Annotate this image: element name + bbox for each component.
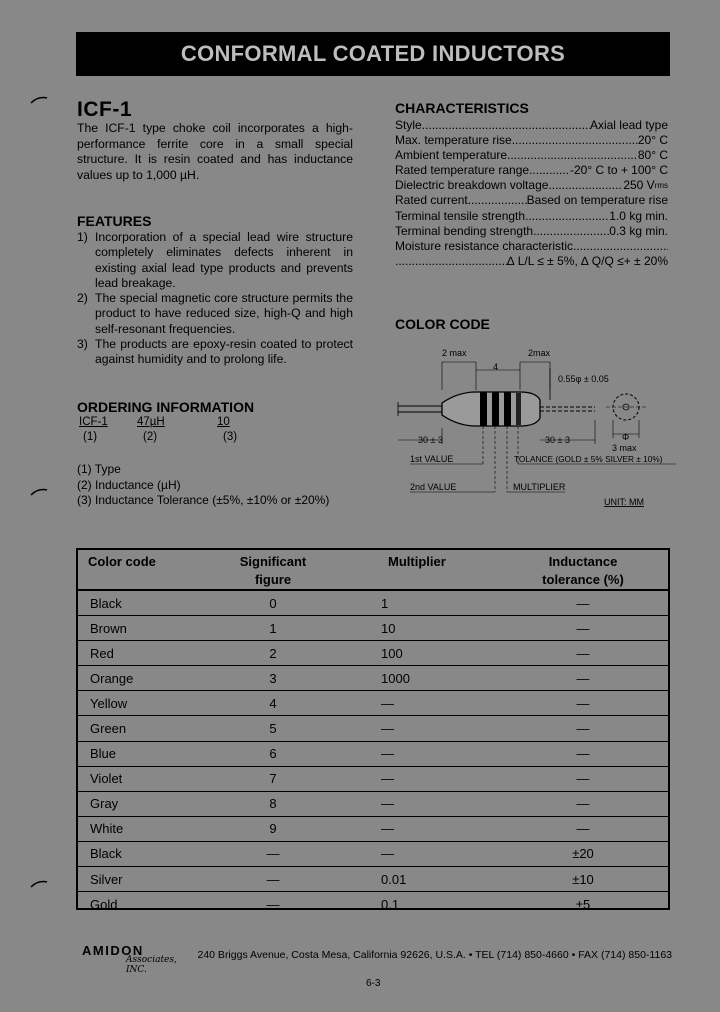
ordering-legend-item: (3) Inductance Tolerance (±5%, ±10% or ±20%) xyxy=(77,493,330,507)
characteristic-row xyxy=(395,118,668,133)
characteristic-label: Moisture resistance characteristic xyxy=(395,238,574,253)
cell-tolerance: — xyxy=(498,741,668,766)
table-row xyxy=(78,766,668,791)
characteristic-label: Terminal tensile strength xyxy=(395,208,526,223)
cell-color-code: Green xyxy=(78,716,198,741)
dim-diameter: Φ xyxy=(622,432,630,442)
ordering-legend-item: (2) Inductance (µH) xyxy=(77,477,181,492)
cell-significant-figure: 6 xyxy=(198,741,348,766)
characteristic-label: Ambient temperature xyxy=(395,148,508,163)
characteristic-value-subscript: rms xyxy=(654,181,668,191)
page-number: 6-3 xyxy=(366,978,381,989)
cell-tolerance: — xyxy=(498,691,668,716)
color-code-table xyxy=(76,548,670,910)
cell-multiplier: — xyxy=(348,741,498,766)
cell-color-code: Brown xyxy=(78,616,198,641)
ordering-legend xyxy=(77,462,377,509)
table-row xyxy=(78,666,668,691)
dot-leader xyxy=(533,224,609,239)
characteristic-value: 0.3 kg min. xyxy=(609,223,668,238)
table-row xyxy=(78,841,668,866)
cell-significant-figure: 9 xyxy=(198,816,348,841)
dim-two-max-left: 2 max xyxy=(442,348,467,358)
dim-two-max-right: 2max xyxy=(528,348,551,358)
characteristic-label: Terminal bending strength xyxy=(395,223,534,238)
characteristic-row xyxy=(395,239,668,254)
margin-mark xyxy=(30,96,48,104)
footer xyxy=(82,941,672,975)
label-second-value: 2nd VALUE xyxy=(410,482,457,492)
table-row xyxy=(78,892,668,917)
color-band-3 xyxy=(504,392,511,426)
header-inductance-tolerance: Inductance tolerance (%) xyxy=(498,550,668,590)
model-name: ICF-1 xyxy=(77,98,132,121)
ordering-index-2: (2) xyxy=(143,431,158,443)
characteristic-label: Rated temperature range xyxy=(395,163,530,178)
characteristic-value: Based on temperature rise xyxy=(526,193,668,208)
label-multiplier: MULTIPLIER xyxy=(513,482,566,492)
dot-leader xyxy=(507,148,638,163)
cell-multiplier: — xyxy=(348,841,498,866)
dim-three-max: 3 max xyxy=(612,443,637,453)
cell-significant-figure: 0 xyxy=(269,595,277,611)
cell-color-code: Gray xyxy=(78,791,198,816)
cell-significant-figure: 3 xyxy=(198,666,348,691)
dot-leader xyxy=(525,209,609,224)
ordering-title: ORDERING INFORMATION xyxy=(77,399,255,415)
cell-significant-figure: — xyxy=(198,841,348,866)
cell-multiplier: 0.01 xyxy=(348,867,498,892)
cell-color-code: Orange xyxy=(78,666,198,691)
cell-significant-figure: 7 xyxy=(198,766,348,791)
feature-number: 3) xyxy=(77,337,88,352)
ordering-index-3: (3) xyxy=(223,431,238,443)
characteristics-list xyxy=(395,118,668,269)
cell-tolerance: — xyxy=(498,791,668,816)
cell-multiplier: — xyxy=(348,816,498,841)
cell-multiplier: 0.1 xyxy=(348,892,498,917)
table-row xyxy=(78,641,668,666)
feature-number: 2) xyxy=(77,291,88,306)
table-row xyxy=(78,716,668,741)
cell-color-code: White xyxy=(78,816,198,841)
characteristic-value: 20° C xyxy=(637,133,668,148)
cell-significant-figure: — xyxy=(198,892,348,917)
features-list xyxy=(77,230,353,368)
cell-significant-figure: 8 xyxy=(198,791,348,816)
cell-color-code: Silver xyxy=(78,867,198,892)
ordering-example-inductance: 47µH xyxy=(137,416,165,428)
feature-text: The special magnetic core structure permits the product to have reduced size, high-Q and high self-resonant frequencies. xyxy=(95,291,353,336)
cell-color-code: Blue xyxy=(78,741,198,766)
characteristic-label: Max. temperature rise xyxy=(395,133,512,148)
characteristics-title: CHARACTERISTICS xyxy=(395,100,529,116)
header-color-code: Color code xyxy=(78,550,198,590)
table-row xyxy=(78,867,668,892)
inductor-dimension-diagram xyxy=(380,340,680,515)
characteristic-row xyxy=(395,254,668,269)
characteristic-value: ∆ L/L ≤ ± 5%, ∆ Q/Q ≤+ ± 20% xyxy=(507,253,668,268)
characteristic-row xyxy=(395,178,668,193)
cell-tolerance: ±20 xyxy=(498,841,668,866)
table-row xyxy=(78,691,668,716)
ordering-legend-item: (1) Type xyxy=(77,462,121,476)
feature-item xyxy=(77,337,353,368)
header-significant-figure: Significant figure xyxy=(198,550,348,590)
inductor-body xyxy=(442,392,540,426)
cell-multiplier: 10 xyxy=(348,616,498,641)
color-code-title: COLOR CODE xyxy=(395,316,490,332)
table-row xyxy=(78,590,668,616)
dim-four: 4 xyxy=(493,362,499,372)
cell-tolerance: ±5 xyxy=(498,892,668,917)
characteristic-row xyxy=(395,148,668,163)
cell-color-code: Yellow xyxy=(78,691,198,716)
cell-color-code: Black xyxy=(78,841,198,866)
characteristic-row xyxy=(395,209,668,224)
feature-number: 1) xyxy=(77,230,88,244)
cell-multiplier: 1000 xyxy=(348,666,498,691)
feature-item xyxy=(77,291,353,337)
cell-tolerance: ±10 xyxy=(498,867,668,892)
cell-color-code: Red xyxy=(78,641,198,666)
table-row xyxy=(78,791,668,816)
cell-tolerance: — xyxy=(498,641,668,666)
cell-multiplier: — xyxy=(348,791,498,816)
cell-tolerance: — xyxy=(498,716,668,741)
cell-multiplier: 100 xyxy=(348,641,498,666)
cell-color-code: Violet xyxy=(78,766,198,791)
header-multiplier: Multiplier xyxy=(348,550,498,590)
dim-right-lead: 30 ± 3 xyxy=(545,435,570,445)
characteristic-label: Dielectric breakdown voltage xyxy=(395,178,549,193)
cell-tolerance: — xyxy=(576,595,590,611)
dot-leader xyxy=(548,178,623,193)
company-address: 240 Briggs Avenue, Costa Mesa, California 92626, U.S.A. • TEL (714) 850-4660 • FAX (714) 850-1163 xyxy=(197,949,672,961)
dim-lead-diameter: 0.55φ ± 0.05 xyxy=(558,374,609,384)
characteristic-value: 80° C xyxy=(637,148,668,163)
cell-significant-figure: — xyxy=(198,867,348,892)
dot-leader xyxy=(395,254,507,269)
dot-leader xyxy=(573,239,668,254)
feature-text: The products are epoxy-resin coated to protect against humidity and to prolong life. xyxy=(95,337,353,367)
table-header-row xyxy=(78,550,668,590)
feature-item xyxy=(77,230,353,291)
cell-tolerance: — xyxy=(498,616,668,641)
margin-mark xyxy=(30,488,48,496)
ordering-example-type: ICF-1 xyxy=(79,416,108,428)
cell-multiplier: 1 xyxy=(381,595,389,611)
characteristic-value: 1.0 kg min. xyxy=(609,208,668,223)
cell-significant-figure: 2 xyxy=(198,641,348,666)
cell-significant-figure: 5 xyxy=(198,716,348,741)
dot-leader xyxy=(529,163,570,178)
characteristic-value: Axial lead type xyxy=(589,118,668,132)
dot-leader xyxy=(468,193,527,208)
company-logo xyxy=(82,941,194,975)
label-tolerance: TOLANCE (GOLD ± 5% SILVER ± 10%) xyxy=(514,454,663,464)
cell-tolerance: — xyxy=(498,666,668,691)
cell-tolerance: — xyxy=(498,816,668,841)
company-subtitle: Associates, INC. xyxy=(126,955,177,975)
dot-leader xyxy=(512,133,638,148)
features-title: FEATURES xyxy=(77,213,152,229)
page-title: CONFORMAL COATED INDUCTORS xyxy=(180,41,566,66)
characteristic-row xyxy=(395,224,668,239)
characteristic-label: Style xyxy=(395,118,422,132)
characteristic-value: -20° C to + 100° C xyxy=(570,163,668,178)
table-row xyxy=(78,616,668,641)
ordering-index-1: (1) xyxy=(83,431,98,443)
label-unit: UNIT: MM xyxy=(604,497,644,507)
margin-mark xyxy=(30,880,48,888)
cell-significant-figure: 1 xyxy=(198,616,348,641)
characteristic-row xyxy=(395,163,668,178)
characteristic-row xyxy=(395,193,668,208)
dot-leader xyxy=(422,118,590,133)
feature-text: Incorporation of a special lead wire structure completely eliminates defects inherent in existing axial lead type products and prevents lead breakage. xyxy=(95,230,353,290)
label-first-value: 1st VALUE xyxy=(410,454,454,464)
characteristic-row xyxy=(395,133,668,148)
characteristic-value: 250 V xyxy=(623,178,655,193)
page-title-banner xyxy=(76,32,670,76)
company-name: AMIDON xyxy=(82,943,144,958)
color-band-2 xyxy=(492,392,499,426)
cell-multiplier: — xyxy=(348,691,498,716)
cell-tolerance: — xyxy=(498,766,668,791)
cell-multiplier: — xyxy=(348,766,498,791)
characteristic-label: Rated current xyxy=(395,193,468,208)
cell-multiplier: — xyxy=(348,716,498,741)
product-description: The ICF-1 type choke coil incorporates a high-performance ferrite core in a small special structure. It is resin coated and has inductance values up to 1,000 µH. xyxy=(77,121,353,182)
dim-left-lead: 30 ± 3 xyxy=(418,435,443,445)
cell-color-code: Black xyxy=(90,595,122,611)
table-row xyxy=(78,741,668,766)
cell-color-code: Gold xyxy=(78,892,198,917)
cell-significant-figure: 4 xyxy=(198,691,348,716)
table-row xyxy=(78,816,668,841)
color-band-1 xyxy=(480,392,487,426)
color-band-4 xyxy=(516,393,521,425)
ordering-example-tolerance: 10 xyxy=(217,416,230,428)
